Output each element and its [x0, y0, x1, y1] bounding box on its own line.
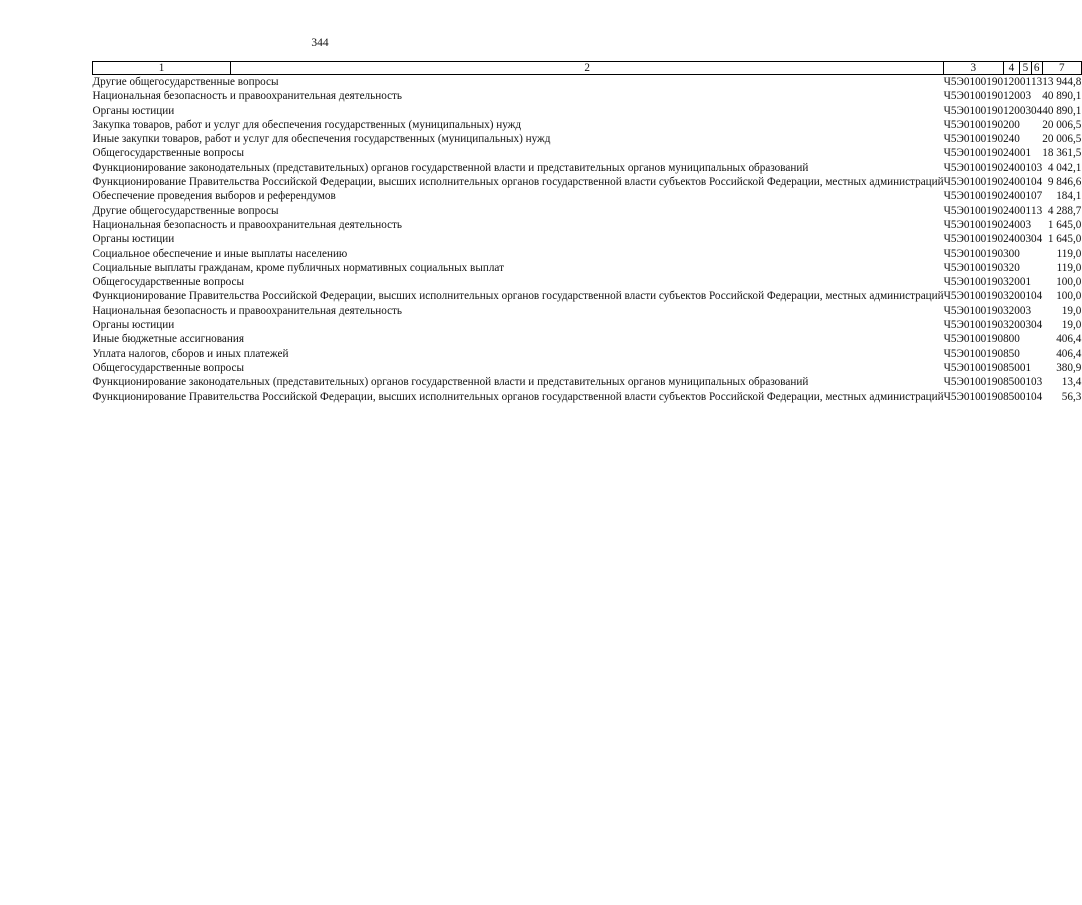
row-target-code: Ч5Э0100190: [943, 304, 1004, 317]
row-target-code: Ч5Э0100190: [943, 233, 1004, 246]
row-section: 03: [1019, 233, 1032, 246]
row-section: 01: [1019, 276, 1032, 289]
table-row: [93, 304, 1082, 318]
row-expense-type: 240: [1003, 190, 1020, 203]
row-description: Органы юстиции: [92, 233, 175, 246]
row-expense-type: 240: [1003, 176, 1020, 189]
table-row: [93, 218, 1082, 232]
row-amount: 13,4: [1061, 376, 1082, 389]
row-amount: 119,0: [1056, 247, 1082, 260]
table-row: [93, 318, 1082, 332]
row-subsection: 03: [1031, 161, 1043, 174]
row-target-code: Ч5Э0100190: [943, 261, 1004, 274]
row-amount: 406,4: [1056, 333, 1082, 346]
row-target-code: Ч5Э0100190: [943, 247, 1004, 260]
row-section: 01: [1019, 204, 1032, 217]
row-section: 03: [1019, 104, 1032, 117]
row-subsection: [1031, 304, 1042, 318]
row-amount: 100,0: [1056, 290, 1082, 303]
column-number: 1: [93, 62, 231, 75]
row-target-code: Ч5Э0100190: [943, 390, 1004, 403]
table-row: [93, 175, 1082, 189]
row-expense-type: 240: [1003, 133, 1020, 146]
column-number: 2: [231, 62, 944, 75]
row-expense-type: 240: [1003, 161, 1020, 174]
row-amount: 20 006,5: [1042, 133, 1082, 146]
table-row: [93, 89, 1082, 103]
row-section: 01: [1019, 176, 1032, 189]
row-expense-type: 320: [1003, 319, 1020, 332]
table-row: [93, 261, 1082, 275]
row-expense-type: 320: [1003, 304, 1020, 317]
row-target-code: Ч5Э0100190: [943, 204, 1004, 217]
row-description: Обеспечение проведения выборов и референдумов: [92, 190, 336, 203]
row-section: 03: [1019, 90, 1032, 103]
table-row: [93, 189, 1082, 203]
row-expense-type: 800: [1003, 333, 1020, 346]
table-row: [93, 204, 1082, 218]
row-description: Иные бюджетные ассигнования: [92, 333, 244, 346]
row-subsection: [1031, 347, 1042, 361]
row-section: 01: [1019, 190, 1032, 203]
column-number: 6: [1031, 62, 1042, 75]
table-row: [93, 289, 1082, 303]
table-row: [93, 247, 1082, 261]
table-row: [93, 375, 1082, 389]
table-row: [93, 232, 1082, 246]
row-subsection: 04: [1031, 290, 1043, 303]
row-description: Общегосударственные вопросы: [92, 276, 245, 289]
row-section: 01: [1019, 290, 1032, 303]
row-amount: 380,9: [1056, 361, 1082, 374]
table-row: [93, 332, 1082, 346]
row-expense-type: 320: [1003, 261, 1020, 274]
row-section: 01: [1019, 376, 1032, 389]
row-subsection: [1031, 275, 1042, 289]
row-description: Органы юстиции: [92, 104, 175, 117]
row-description: Национальная безопасность и правоохранительная деятельность: [92, 304, 403, 317]
table-row: [93, 75, 1082, 90]
row-target-code: Ч5Э0100190: [943, 104, 1004, 117]
row-description: Функционирование законодательных (представительных) органов государственной власти и представительных органов муниципальных образований: [92, 161, 809, 174]
row-expense-type: 200: [1003, 118, 1020, 131]
row-subsection: 04: [1031, 390, 1043, 403]
row-expense-type: 320: [1003, 276, 1020, 289]
row-section: 03: [1019, 304, 1032, 317]
row-target-code: Ч5Э0100190: [943, 176, 1004, 189]
row-target-code: Ч5Э0100190: [943, 90, 1004, 103]
row-amount: 119,0: [1056, 261, 1082, 274]
row-subsection: [1031, 132, 1042, 146]
row-section: 01: [1019, 147, 1032, 160]
row-amount: 100,0: [1056, 276, 1082, 289]
row-amount: 9 846,6: [1047, 176, 1082, 189]
row-amount: 56,3: [1061, 390, 1082, 403]
row-subsection: 07: [1031, 190, 1043, 203]
row-description: Функционирование Правительства Российской Федерации, высших исполнительных органов государственной власти субъектов Российской Федерации, местных администраций: [92, 176, 944, 189]
row-target-code: Ч5Э0100190: [943, 190, 1004, 203]
row-description: Национальная безопасность и правоохранительная деятельность: [92, 90, 403, 103]
row-expense-type: 850: [1003, 390, 1020, 403]
row-target-code: Ч5Э0100190: [943, 118, 1004, 131]
table-row: [93, 118, 1082, 132]
row-section: 01: [1019, 76, 1032, 88]
row-amount: 406,4: [1056, 347, 1082, 360]
row-section: [1020, 261, 1031, 275]
row-target-code: Ч5Э0100190: [943, 133, 1004, 146]
row-subsection: 13: [1031, 76, 1043, 88]
row-description: Иные закупки товаров, работ и услуг для обеспечения государственных (муниципальных) нужд: [92, 133, 551, 146]
row-section: [1020, 347, 1031, 361]
column-number-row: [93, 62, 1082, 75]
row-description: Функционирование Правительства Российской Федерации, высших исполнительных органов государственной власти субъектов Российской Федерации, местных администраций: [92, 290, 944, 303]
row-expense-type: 120: [1003, 90, 1020, 103]
row-target-code: Ч5Э0100190: [943, 218, 1004, 231]
row-description: Национальная безопасность и правоохранительная деятельность: [92, 218, 403, 231]
row-section: 01: [1019, 361, 1032, 374]
row-expense-type: 240: [1003, 147, 1020, 160]
row-section: 01: [1019, 161, 1032, 174]
row-description: Другие общегосударственные вопросы: [92, 204, 279, 217]
table-row: [93, 146, 1082, 160]
row-target-code: Ч5Э0100190: [943, 76, 1004, 88]
row-target-code: Ч5Э0100190: [943, 347, 1004, 360]
row-subsection: [1031, 218, 1042, 232]
table-row: [93, 347, 1082, 361]
row-description: Общегосударственные вопросы: [92, 361, 245, 374]
row-amount: 18 361,5: [1042, 147, 1082, 160]
row-amount: 40 890,1: [1042, 104, 1082, 117]
row-subsection: 04: [1031, 233, 1043, 246]
row-target-code: Ч5Э0100190: [943, 276, 1004, 289]
row-target-code: Ч5Э0100190: [943, 290, 1004, 303]
row-expense-type: 320: [1003, 290, 1020, 303]
row-amount: 4 042,1: [1047, 161, 1082, 174]
row-expense-type: 240: [1003, 204, 1020, 217]
row-amount: 20 006,5: [1042, 118, 1082, 131]
row-description: Социальное обеспечение и иные выплаты населению: [92, 247, 348, 260]
row-description: Общегосударственные вопросы: [92, 147, 245, 160]
row-description: Социальные выплаты гражданам, кроме публичных нормативных социальных выплат: [92, 261, 504, 274]
row-subsection: [1031, 118, 1042, 132]
table-row: [93, 132, 1082, 146]
table-row: [93, 104, 1082, 118]
row-description: Функционирование Правительства Российской Федерации, высших исполнительных органов государственной власти субъектов Российской Федерации, местных администраций: [92, 390, 944, 403]
table-row: [93, 161, 1082, 175]
row-description: Функционирование законодательных (представительных) органов государственной власти и представительных органов муниципальных образований: [92, 376, 809, 389]
row-section: 03: [1019, 218, 1032, 231]
row-section: 03: [1019, 319, 1032, 332]
row-subsection: [1031, 146, 1042, 160]
row-description: Закупка товаров, работ и услуг для обеспечения государственных (муниципальных) нужд: [92, 118, 522, 131]
row-target-code: Ч5Э0100190: [943, 361, 1004, 374]
row-subsection: [1031, 89, 1042, 103]
column-number: 3: [944, 62, 1003, 75]
row-subsection: [1031, 261, 1042, 275]
row-target-code: Ч5Э0100190: [943, 161, 1004, 174]
row-subsection: 04: [1031, 176, 1043, 189]
row-expense-type: 240: [1003, 233, 1020, 246]
row-description: Уплата налогов, сборов и иных платежей: [92, 347, 289, 360]
row-expense-type: 300: [1003, 247, 1020, 260]
row-target-code: Ч5Э0100190: [943, 333, 1004, 346]
row-target-code: Ч5Э0100190: [943, 376, 1004, 389]
page-number: 344: [311, 37, 329, 49]
row-section: [1020, 118, 1031, 132]
row-target-code: Ч5Э0100190: [943, 319, 1004, 332]
row-amount: 1 645,0: [1047, 218, 1082, 231]
row-expense-type: 850: [1003, 361, 1020, 374]
row-subsection: 04: [1031, 104, 1043, 117]
budget-table: [92, 61, 1082, 404]
row-amount: 13 944,8: [1042, 76, 1082, 88]
row-description: Другие общегосударственные вопросы: [92, 76, 279, 88]
column-number: 4: [1003, 62, 1020, 75]
row-amount: 40 890,1: [1042, 90, 1082, 103]
table-row: [93, 361, 1082, 375]
row-section: [1020, 247, 1031, 261]
column-number: 7: [1042, 62, 1081, 75]
table-body: [93, 75, 1082, 404]
column-number: 5: [1020, 62, 1031, 75]
row-amount: 19,0: [1061, 319, 1082, 332]
row-section: [1020, 132, 1031, 146]
row-subsection: [1031, 361, 1042, 375]
row-amount: 19,0: [1061, 304, 1082, 317]
row-expense-type: 850: [1003, 376, 1020, 389]
row-expense-type: 120: [1003, 76, 1020, 88]
row-subsection: 03: [1031, 376, 1043, 389]
row-amount: 184,1: [1056, 190, 1082, 203]
row-subsection: [1031, 332, 1042, 346]
row-subsection: 13: [1031, 204, 1043, 217]
row-subsection: 04: [1031, 319, 1043, 332]
row-subsection: [1031, 247, 1042, 261]
row-description: Органы юстиции: [92, 319, 175, 332]
row-section: 01: [1019, 390, 1032, 403]
row-expense-type: 120: [1003, 104, 1020, 117]
row-target-code: Ч5Э0100190: [943, 147, 1004, 160]
row-section: [1020, 332, 1031, 346]
table-row: [93, 390, 1082, 404]
row-expense-type: 850: [1003, 347, 1020, 360]
row-amount: 4 288,7: [1047, 204, 1082, 217]
row-amount: 1 645,0: [1047, 233, 1082, 246]
row-expense-type: 240: [1003, 218, 1020, 231]
table-row: [93, 275, 1082, 289]
